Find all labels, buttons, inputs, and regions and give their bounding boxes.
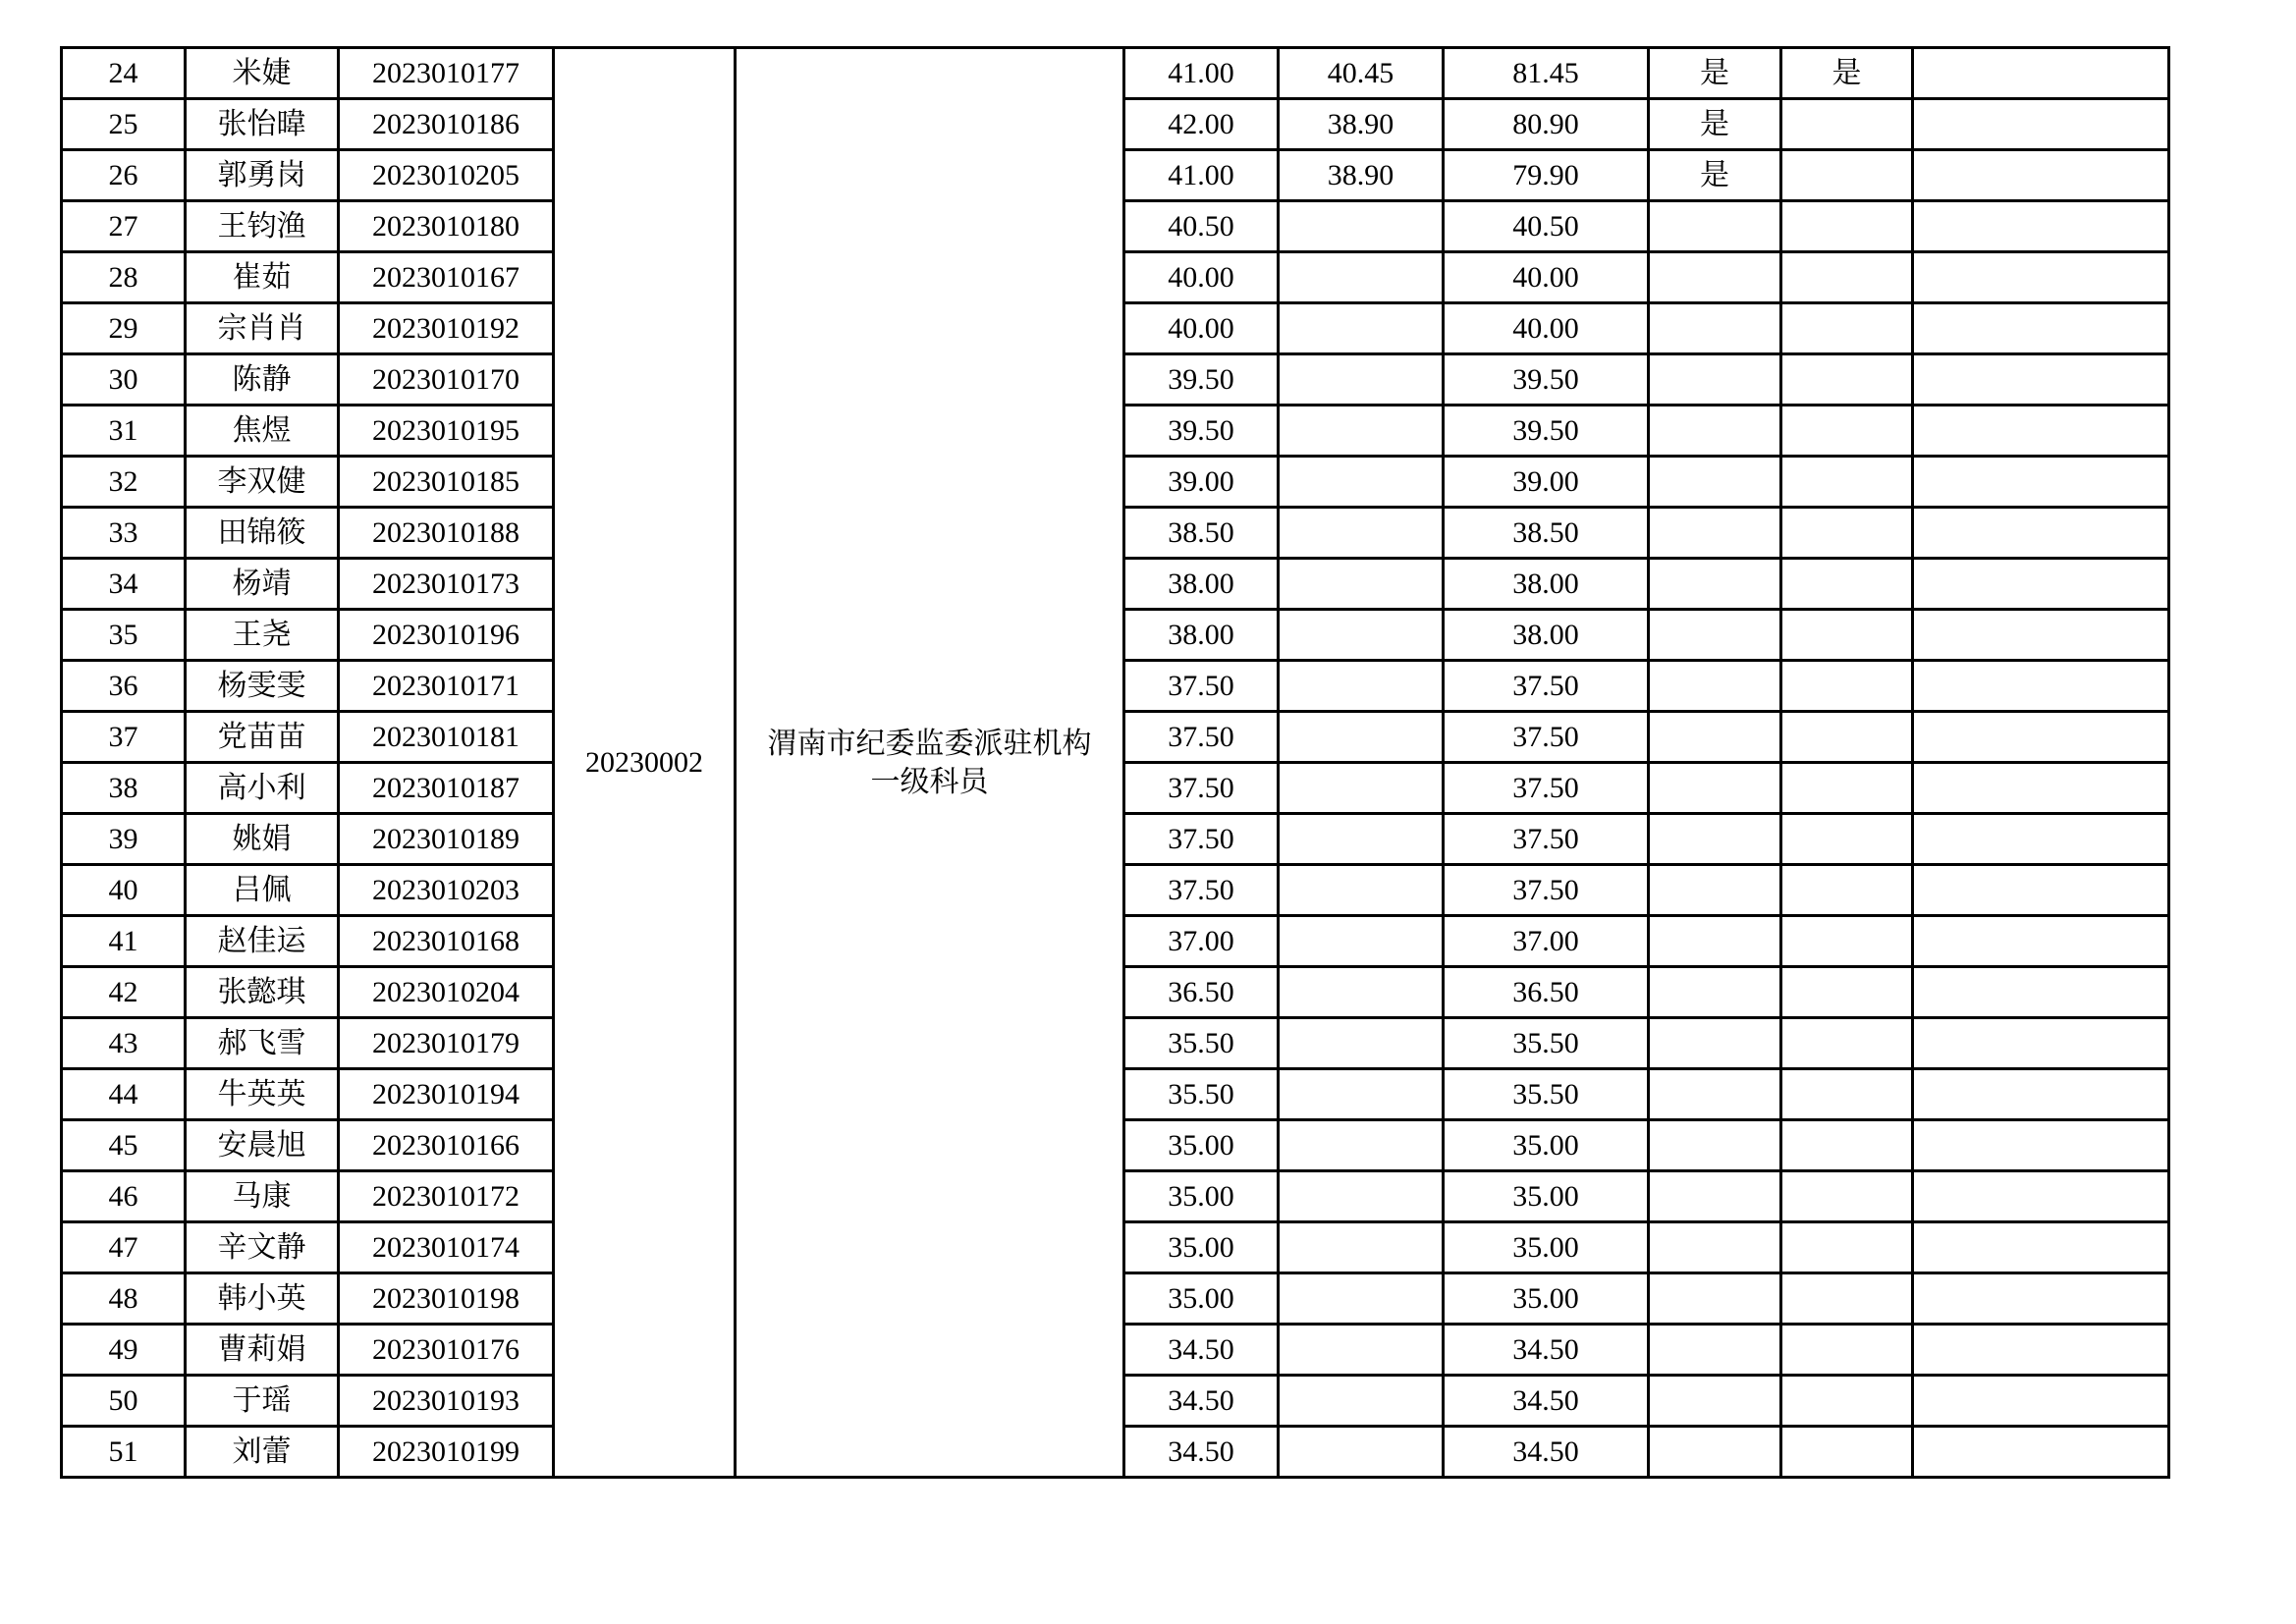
special-score-cell bbox=[1279, 1273, 1444, 1325]
special-score-cell bbox=[1279, 1018, 1444, 1069]
total-score-cell: 79.90 bbox=[1444, 150, 1649, 201]
row-number-cell: 34 bbox=[62, 559, 186, 610]
enter-next-stage-cell bbox=[1649, 1222, 1781, 1273]
remark-cell bbox=[1913, 763, 2169, 814]
written-score-cell: 35.00 bbox=[1124, 1222, 1279, 1273]
qualified-cell bbox=[1781, 457, 1913, 508]
written-score-cell: 41.00 bbox=[1124, 150, 1279, 201]
exam-id-cell: 2023010193 bbox=[339, 1376, 554, 1427]
candidate-name-cell: 郭勇岗 bbox=[186, 150, 339, 201]
enter-next-stage-cell bbox=[1649, 1018, 1781, 1069]
exam-id-cell: 2023010195 bbox=[339, 406, 554, 457]
written-score-cell: 34.50 bbox=[1124, 1325, 1279, 1376]
remark-cell bbox=[1913, 661, 2169, 712]
total-score-cell: 40.00 bbox=[1444, 303, 1649, 354]
special-score-cell bbox=[1279, 354, 1444, 406]
enter-next-stage-cell bbox=[1649, 865, 1781, 916]
exam-id-cell: 2023010179 bbox=[339, 1018, 554, 1069]
enter-next-stage-cell bbox=[1649, 508, 1781, 559]
qualified-cell bbox=[1781, 150, 1913, 201]
remark-cell bbox=[1913, 1120, 2169, 1171]
enter-next-stage-cell bbox=[1649, 814, 1781, 865]
candidate-name-cell: 韩小英 bbox=[186, 1273, 339, 1325]
written-score-cell: 40.00 bbox=[1124, 303, 1279, 354]
row-number-cell: 38 bbox=[62, 763, 186, 814]
special-score-cell bbox=[1279, 201, 1444, 252]
exam-id-cell: 2023010198 bbox=[339, 1273, 554, 1325]
enter-next-stage-cell bbox=[1649, 559, 1781, 610]
written-score-cell: 41.00 bbox=[1124, 48, 1279, 99]
remark-cell bbox=[1913, 252, 2169, 303]
qualified-cell bbox=[1781, 1427, 1913, 1478]
qualified-cell bbox=[1781, 406, 1913, 457]
enter-next-stage-cell bbox=[1649, 916, 1781, 967]
candidate-name-cell: 田锦筱 bbox=[186, 508, 339, 559]
qualified-cell bbox=[1781, 661, 1913, 712]
total-score-cell: 39.50 bbox=[1444, 406, 1649, 457]
special-score-cell bbox=[1279, 1069, 1444, 1120]
enter-next-stage-cell: 是 bbox=[1649, 150, 1781, 201]
special-score-cell bbox=[1279, 865, 1444, 916]
row-number-cell: 24 bbox=[62, 48, 186, 99]
total-score-cell: 35.50 bbox=[1444, 1018, 1649, 1069]
row-number-cell: 42 bbox=[62, 967, 186, 1018]
candidate-name-cell: 米婕 bbox=[186, 48, 339, 99]
remark-cell bbox=[1913, 814, 2169, 865]
written-score-cell: 39.00 bbox=[1124, 457, 1279, 508]
candidate-name-cell: 崔茹 bbox=[186, 252, 339, 303]
qualified-cell bbox=[1781, 763, 1913, 814]
total-score-cell: 34.50 bbox=[1444, 1376, 1649, 1427]
row-number-cell: 31 bbox=[62, 406, 186, 457]
qualified-cell bbox=[1781, 508, 1913, 559]
candidate-name-cell: 焦煜 bbox=[186, 406, 339, 457]
total-score-cell: 34.50 bbox=[1444, 1325, 1649, 1376]
candidate-name-cell: 于瑶 bbox=[186, 1376, 339, 1427]
enter-next-stage-cell bbox=[1649, 967, 1781, 1018]
special-score-cell bbox=[1279, 712, 1444, 763]
qualified-cell bbox=[1781, 1325, 1913, 1376]
enter-next-stage-cell bbox=[1649, 610, 1781, 661]
position-name-cell bbox=[736, 48, 1124, 1478]
total-score-cell: 35.00 bbox=[1444, 1273, 1649, 1325]
special-score-cell bbox=[1279, 610, 1444, 661]
row-number-cell: 43 bbox=[62, 1018, 186, 1069]
enter-next-stage-cell bbox=[1649, 354, 1781, 406]
written-score-cell: 37.00 bbox=[1124, 916, 1279, 967]
qualified-cell: 是 bbox=[1781, 48, 1913, 99]
remark-cell bbox=[1913, 967, 2169, 1018]
candidate-name-cell: 高小利 bbox=[186, 763, 339, 814]
candidate-name-cell: 刘蕾 bbox=[186, 1427, 339, 1478]
enter-next-stage-cell bbox=[1649, 457, 1781, 508]
row-number-cell: 45 bbox=[62, 1120, 186, 1171]
exam-id-cell: 2023010205 bbox=[339, 150, 554, 201]
exam-id-cell: 2023010166 bbox=[339, 1120, 554, 1171]
position-name-text: 渭南市纪委监委派驻机构一级科员 bbox=[767, 727, 1092, 798]
row-number-cell: 33 bbox=[62, 508, 186, 559]
row-number-cell: 37 bbox=[62, 712, 186, 763]
written-score-cell: 39.50 bbox=[1124, 354, 1279, 406]
total-score-cell: 40.00 bbox=[1444, 252, 1649, 303]
candidate-name-cell: 牛英英 bbox=[186, 1069, 339, 1120]
exam-id-cell: 2023010199 bbox=[339, 1427, 554, 1478]
candidate-name-cell: 曹莉娟 bbox=[186, 1325, 339, 1376]
written-score-cell: 38.50 bbox=[1124, 508, 1279, 559]
remark-cell bbox=[1913, 1018, 2169, 1069]
written-score-cell: 42.00 bbox=[1124, 99, 1279, 150]
enter-next-stage-cell bbox=[1649, 1376, 1781, 1427]
enter-next-stage-cell bbox=[1649, 1120, 1781, 1171]
row-number-cell: 29 bbox=[62, 303, 186, 354]
remark-cell bbox=[1913, 303, 2169, 354]
special-score-cell bbox=[1279, 967, 1444, 1018]
exam-id-cell: 2023010186 bbox=[339, 99, 554, 150]
row-number-cell: 30 bbox=[62, 354, 186, 406]
remark-cell bbox=[1913, 354, 2169, 406]
enter-next-stage-cell bbox=[1649, 712, 1781, 763]
remark-cell bbox=[1913, 48, 2169, 99]
special-score-cell: 40.45 bbox=[1279, 48, 1444, 99]
exam-id-cell: 2023010168 bbox=[339, 916, 554, 967]
total-score-cell: 37.50 bbox=[1444, 814, 1649, 865]
total-score-cell: 35.00 bbox=[1444, 1171, 1649, 1222]
enter-next-stage-cell bbox=[1649, 201, 1781, 252]
candidate-name-cell: 吕佩 bbox=[186, 865, 339, 916]
total-score-cell: 37.50 bbox=[1444, 763, 1649, 814]
special-score-cell bbox=[1279, 406, 1444, 457]
exam-id-cell: 2023010194 bbox=[339, 1069, 554, 1120]
exam-id-cell: 2023010171 bbox=[339, 661, 554, 712]
written-score-cell: 35.00 bbox=[1124, 1120, 1279, 1171]
remark-cell bbox=[1913, 1171, 2169, 1222]
row-number-cell: 26 bbox=[62, 150, 186, 201]
qualified-cell bbox=[1781, 1222, 1913, 1273]
enter-next-stage-cell: 是 bbox=[1649, 99, 1781, 150]
written-score-cell: 37.50 bbox=[1124, 661, 1279, 712]
qualified-cell bbox=[1781, 610, 1913, 661]
enter-next-stage-cell bbox=[1649, 1273, 1781, 1325]
qualified-cell bbox=[1781, 814, 1913, 865]
enter-next-stage-cell bbox=[1649, 1325, 1781, 1376]
qualified-cell bbox=[1781, 916, 1913, 967]
written-score-cell: 38.00 bbox=[1124, 559, 1279, 610]
enter-next-stage-cell bbox=[1649, 661, 1781, 712]
exam-id-cell: 2023010185 bbox=[339, 457, 554, 508]
remark-cell bbox=[1913, 1325, 2169, 1376]
remark-cell bbox=[1913, 1376, 2169, 1427]
exam-id-cell: 2023010188 bbox=[339, 508, 554, 559]
row-number-cell: 49 bbox=[62, 1325, 186, 1376]
written-score-cell: 35.00 bbox=[1124, 1273, 1279, 1325]
candidate-name-cell: 陈静 bbox=[186, 354, 339, 406]
special-score-cell bbox=[1279, 303, 1444, 354]
enter-next-stage-cell bbox=[1649, 763, 1781, 814]
position-code-cell: 20230002 bbox=[554, 48, 736, 1478]
special-score-cell: 38.90 bbox=[1279, 99, 1444, 150]
qualified-cell bbox=[1781, 865, 1913, 916]
exam-id-cell: 2023010189 bbox=[339, 814, 554, 865]
special-score-cell bbox=[1279, 508, 1444, 559]
row-number-cell: 41 bbox=[62, 916, 186, 967]
enter-next-stage-cell bbox=[1649, 1427, 1781, 1478]
exam-id-cell: 2023010181 bbox=[339, 712, 554, 763]
remark-cell bbox=[1913, 1427, 2169, 1478]
special-score-cell bbox=[1279, 1120, 1444, 1171]
remark-cell bbox=[1913, 610, 2169, 661]
enter-next-stage-cell: 是 bbox=[1649, 48, 1781, 99]
special-score-cell bbox=[1279, 763, 1444, 814]
qualified-cell bbox=[1781, 252, 1913, 303]
total-score-cell: 37.50 bbox=[1444, 712, 1649, 763]
row-number-cell: 51 bbox=[62, 1427, 186, 1478]
total-score-cell: 80.90 bbox=[1444, 99, 1649, 150]
row-number-cell: 36 bbox=[62, 661, 186, 712]
exam-id-cell: 2023010203 bbox=[339, 865, 554, 916]
total-score-cell: 34.50 bbox=[1444, 1427, 1649, 1478]
qualified-cell bbox=[1781, 1069, 1913, 1120]
candidate-name-cell: 杨靖 bbox=[186, 559, 339, 610]
written-score-cell: 37.50 bbox=[1124, 763, 1279, 814]
candidate-name-cell: 张懿琪 bbox=[186, 967, 339, 1018]
row-number-cell: 48 bbox=[62, 1273, 186, 1325]
candidate-name-cell: 姚娟 bbox=[186, 814, 339, 865]
remark-cell bbox=[1913, 559, 2169, 610]
remark-cell bbox=[1913, 1069, 2169, 1120]
written-score-cell: 35.50 bbox=[1124, 1018, 1279, 1069]
total-score-cell: 38.00 bbox=[1444, 559, 1649, 610]
written-score-cell: 36.50 bbox=[1124, 967, 1279, 1018]
special-score-cell bbox=[1279, 1325, 1444, 1376]
written-score-cell: 34.50 bbox=[1124, 1427, 1279, 1478]
qualified-cell bbox=[1781, 1120, 1913, 1171]
exam-id-cell: 2023010172 bbox=[339, 1171, 554, 1222]
remark-cell bbox=[1913, 865, 2169, 916]
remark-cell bbox=[1913, 150, 2169, 201]
total-score-cell: 38.50 bbox=[1444, 508, 1649, 559]
exam-id-cell: 2023010180 bbox=[339, 201, 554, 252]
candidate-name-cell: 张怡暐 bbox=[186, 99, 339, 150]
written-score-cell: 35.50 bbox=[1124, 1069, 1279, 1120]
table-body bbox=[62, 48, 2169, 1478]
row-number-cell: 44 bbox=[62, 1069, 186, 1120]
exam-id-cell: 2023010192 bbox=[339, 303, 554, 354]
remark-cell bbox=[1913, 1222, 2169, 1273]
remark-cell bbox=[1913, 201, 2169, 252]
special-score-cell bbox=[1279, 916, 1444, 967]
table-row bbox=[62, 48, 2169, 99]
remark-cell bbox=[1913, 457, 2169, 508]
candidate-name-cell: 杨雯雯 bbox=[186, 661, 339, 712]
special-score-cell bbox=[1279, 1376, 1444, 1427]
candidate-name-cell: 宗肖肖 bbox=[186, 303, 339, 354]
qualified-cell bbox=[1781, 559, 1913, 610]
row-number-cell: 46 bbox=[62, 1171, 186, 1222]
written-score-cell: 37.50 bbox=[1124, 814, 1279, 865]
qualified-cell bbox=[1781, 99, 1913, 150]
candidate-name-cell: 郝飞雪 bbox=[186, 1018, 339, 1069]
written-score-cell: 40.00 bbox=[1124, 252, 1279, 303]
exam-id-cell: 2023010187 bbox=[339, 763, 554, 814]
special-score-cell bbox=[1279, 559, 1444, 610]
exam-id-cell: 2023010170 bbox=[339, 354, 554, 406]
remark-cell bbox=[1913, 99, 2169, 150]
special-score-cell: 38.90 bbox=[1279, 150, 1444, 201]
row-number-cell: 40 bbox=[62, 865, 186, 916]
row-number-cell: 28 bbox=[62, 252, 186, 303]
qualified-cell bbox=[1781, 1273, 1913, 1325]
candidate-name-cell: 王尧 bbox=[186, 610, 339, 661]
written-score-cell: 37.50 bbox=[1124, 712, 1279, 763]
exam-id-cell: 2023010177 bbox=[339, 48, 554, 99]
qualified-cell bbox=[1781, 712, 1913, 763]
total-score-cell: 37.00 bbox=[1444, 916, 1649, 967]
candidate-name-cell: 马康 bbox=[186, 1171, 339, 1222]
written-score-cell: 37.50 bbox=[1124, 865, 1279, 916]
row-number-cell: 32 bbox=[62, 457, 186, 508]
enter-next-stage-cell bbox=[1649, 303, 1781, 354]
qualified-cell bbox=[1781, 1171, 1913, 1222]
total-score-cell: 39.00 bbox=[1444, 457, 1649, 508]
total-score-cell: 35.00 bbox=[1444, 1222, 1649, 1273]
exam-id-cell: 2023010176 bbox=[339, 1325, 554, 1376]
total-score-cell: 39.50 bbox=[1444, 354, 1649, 406]
total-score-cell: 38.00 bbox=[1444, 610, 1649, 661]
row-number-cell: 35 bbox=[62, 610, 186, 661]
special-score-cell bbox=[1279, 814, 1444, 865]
special-score-cell bbox=[1279, 252, 1444, 303]
special-score-cell bbox=[1279, 1222, 1444, 1273]
remark-cell bbox=[1913, 916, 2169, 967]
score-table bbox=[60, 46, 2170, 1479]
written-score-cell: 38.00 bbox=[1124, 610, 1279, 661]
qualified-cell bbox=[1781, 1376, 1913, 1427]
row-number-cell: 39 bbox=[62, 814, 186, 865]
written-score-cell: 39.50 bbox=[1124, 406, 1279, 457]
qualified-cell bbox=[1781, 303, 1913, 354]
exam-id-cell: 2023010204 bbox=[339, 967, 554, 1018]
total-score-cell: 37.50 bbox=[1444, 661, 1649, 712]
exam-id-cell: 2023010174 bbox=[339, 1222, 554, 1273]
candidate-name-cell: 党苗苗 bbox=[186, 712, 339, 763]
special-score-cell bbox=[1279, 457, 1444, 508]
candidate-name-cell: 赵佳运 bbox=[186, 916, 339, 967]
total-score-cell: 35.00 bbox=[1444, 1120, 1649, 1171]
exam-id-cell: 2023010173 bbox=[339, 559, 554, 610]
enter-next-stage-cell bbox=[1649, 1069, 1781, 1120]
enter-next-stage-cell bbox=[1649, 252, 1781, 303]
written-score-cell: 40.50 bbox=[1124, 201, 1279, 252]
total-score-cell: 37.50 bbox=[1444, 865, 1649, 916]
total-score-cell: 36.50 bbox=[1444, 967, 1649, 1018]
qualified-cell bbox=[1781, 967, 1913, 1018]
row-number-cell: 47 bbox=[62, 1222, 186, 1273]
exam-id-cell: 2023010196 bbox=[339, 610, 554, 661]
candidate-name-cell: 安晨旭 bbox=[186, 1120, 339, 1171]
special-score-cell bbox=[1279, 661, 1444, 712]
written-score-cell: 35.00 bbox=[1124, 1171, 1279, 1222]
total-score-cell: 81.45 bbox=[1444, 48, 1649, 99]
candidate-name-cell: 辛文静 bbox=[186, 1222, 339, 1273]
row-number-cell: 25 bbox=[62, 99, 186, 150]
written-score-cell: 34.50 bbox=[1124, 1376, 1279, 1427]
qualified-cell bbox=[1781, 354, 1913, 406]
total-score-cell: 40.50 bbox=[1444, 201, 1649, 252]
enter-next-stage-cell bbox=[1649, 406, 1781, 457]
special-score-cell bbox=[1279, 1427, 1444, 1478]
row-number-cell: 50 bbox=[62, 1376, 186, 1427]
remark-cell bbox=[1913, 406, 2169, 457]
enter-next-stage-cell bbox=[1649, 1171, 1781, 1222]
qualified-cell bbox=[1781, 1018, 1913, 1069]
special-score-cell bbox=[1279, 1171, 1444, 1222]
remark-cell bbox=[1913, 712, 2169, 763]
remark-cell bbox=[1913, 1273, 2169, 1325]
row-number-cell: 27 bbox=[62, 201, 186, 252]
exam-id-cell: 2023010167 bbox=[339, 252, 554, 303]
total-score-cell: 35.50 bbox=[1444, 1069, 1649, 1120]
candidate-name-cell: 李双健 bbox=[186, 457, 339, 508]
qualified-cell bbox=[1781, 201, 1913, 252]
remark-cell bbox=[1913, 508, 2169, 559]
candidate-name-cell: 王钧渔 bbox=[186, 201, 339, 252]
